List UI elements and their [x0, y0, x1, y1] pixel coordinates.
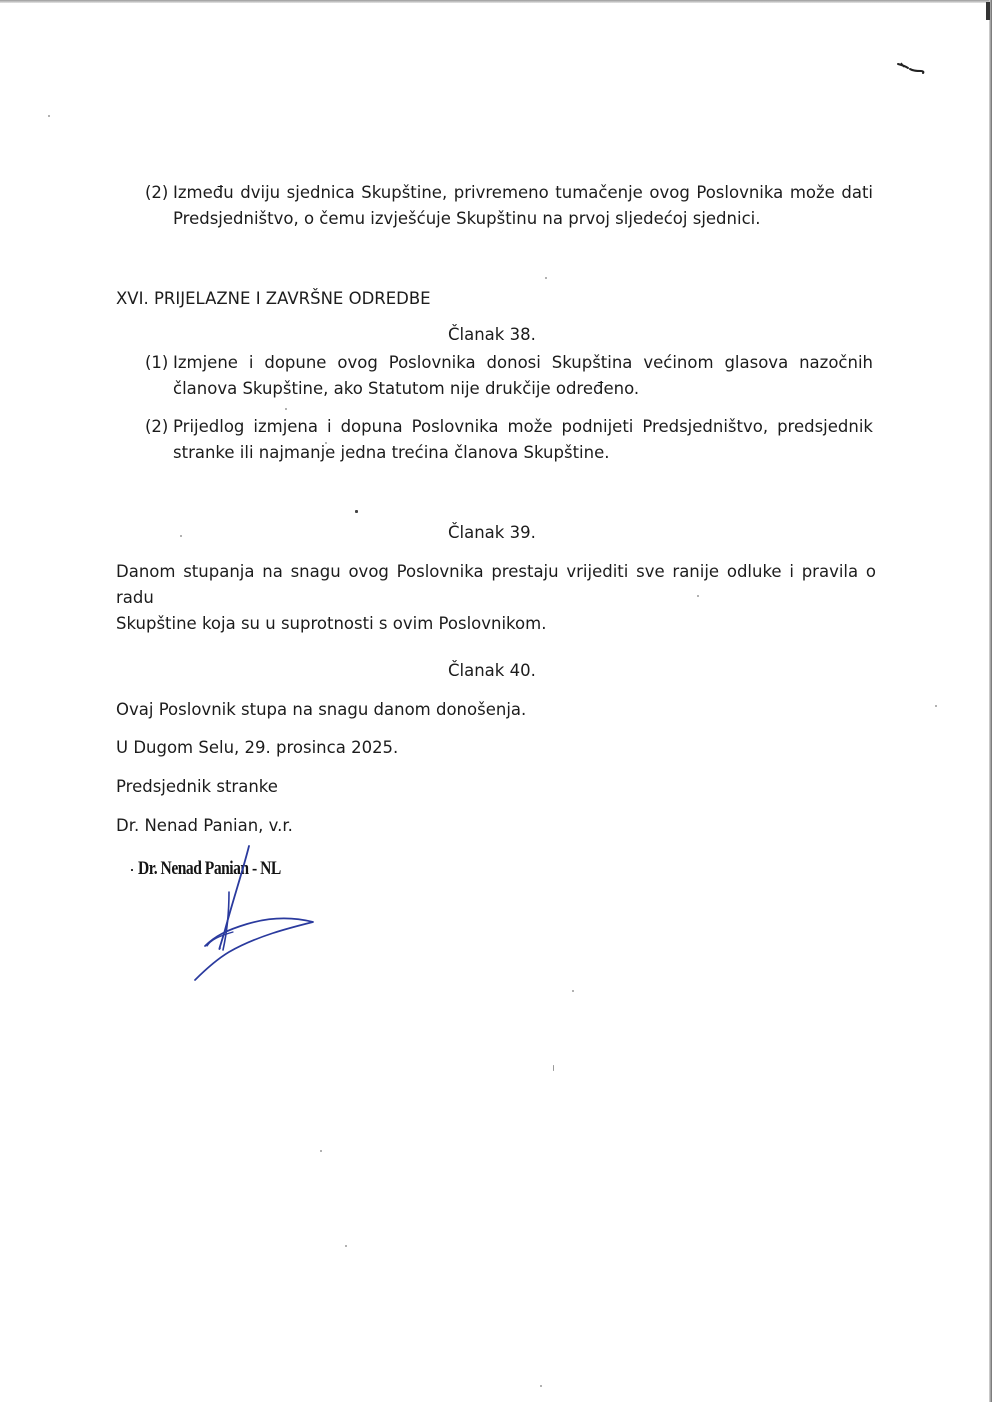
scan-speck: [553, 1065, 554, 1071]
paragraph-line: Izmjene i dopune ovog Poslovnika donosi Skupština većinom glasova nazočnih: [173, 353, 873, 372]
article-39-title: Članak 39.: [448, 523, 536, 542]
paragraph-line: Prijedlog izmjena i dopuna Poslovnika može podnijeti Predsjedništvo, predsjednik: [173, 417, 873, 436]
scan-top-edge: [0, 0, 992, 3]
scan-speck: [285, 408, 287, 410]
place-and-date: U Dugom Selu, 29. prosinca 2025.: [116, 738, 399, 757]
article-40-title: Članak 40.: [448, 661, 536, 680]
paragraph-line: Skupštine koja su u suprotnosti s ovim Poslovnikom.: [116, 614, 547, 633]
scan-speck: [572, 990, 574, 992]
paragraph-line: Između dviju sjednica Skupštine, privremeno tumačenje ovog Poslovnika može dati: [173, 183, 873, 202]
scan-ink-mark: [896, 60, 926, 76]
article-38-paragraph-1: [145, 350, 873, 402]
signatory-role: Predsjednik stranke: [116, 777, 278, 796]
scan-speck: [935, 705, 937, 707]
scan-speck: [48, 115, 50, 117]
paragraph-number: (2): [145, 417, 169, 436]
paragraph-number: (2): [145, 183, 169, 202]
handwritten-signature: [185, 840, 325, 990]
article-40-text: Ovaj Poslovnik stupa na snagu danom donošenja.: [116, 700, 527, 719]
paragraph-line: Danom stupanja na snagu ovog Poslovnika prestaju vrijediti sve ranije odluke i pravila o radu: [116, 562, 876, 607]
signatory-name: Dr. Nenad Panian, v.r.: [116, 816, 293, 835]
scan-speck: [345, 1245, 347, 1247]
scan-corner-mark: [986, 2, 990, 20]
paragraph-line: članova Skupštine, ako Statutom nije drukčije određeno.: [173, 379, 640, 398]
article-38-title: Članak 38.: [448, 325, 536, 344]
scan-speck: [545, 277, 547, 279]
paragraph-line: stranke ili najmanje jedna trećina članova Skupštine.: [173, 443, 610, 462]
article-39-text: [116, 559, 876, 637]
paragraph-interpretation: [145, 180, 873, 232]
signature-stamp: Dr. Nenad Panian - NL: [138, 858, 281, 879]
paragraph-line: Predsjedništvo, o čemu izvješćuje Skupštinu na prvoj sljedećoj sjednici.: [173, 209, 761, 228]
paragraph-number: (1): [145, 353, 169, 372]
scan-speck: [320, 1150, 322, 1152]
scan-speck: [540, 1385, 542, 1387]
scan-speck: [355, 510, 358, 513]
stamp-dot: [131, 869, 133, 871]
scan-speck: [180, 535, 182, 537]
article-38-paragraph-2: [145, 414, 873, 466]
section-heading: XVI. PRIJELAZNE I ZAVRŠNE ODREDBE: [116, 289, 431, 308]
